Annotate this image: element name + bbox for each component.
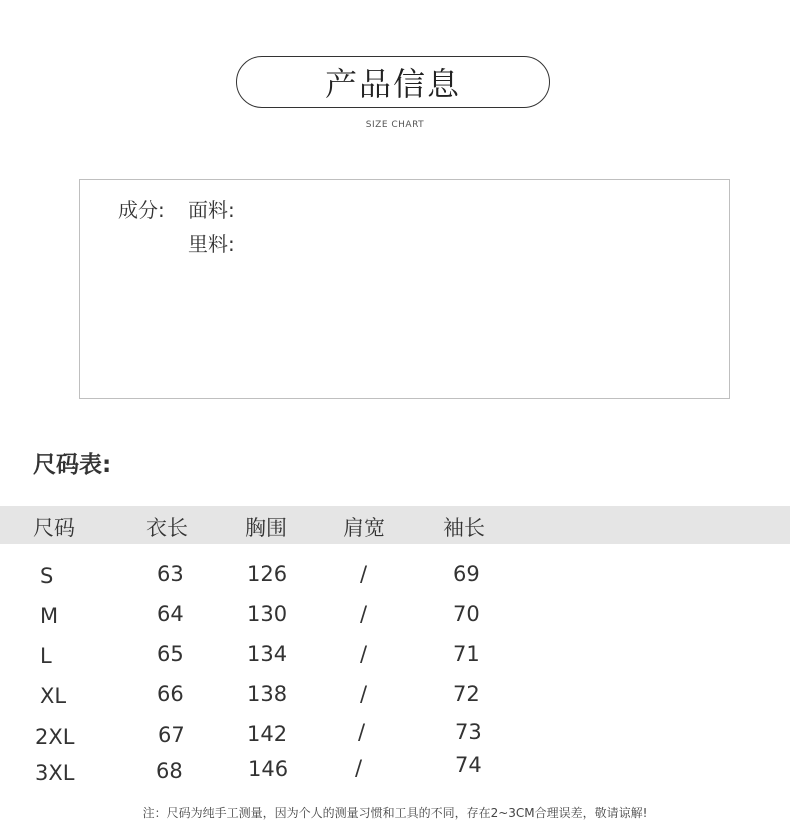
header-sleeve: 袖长 (443, 516, 485, 540)
cell-shoulder: / (360, 642, 368, 666)
cell-size: L (40, 644, 52, 668)
cell-shoulder: / (358, 720, 366, 744)
measurement-note: 注：尺码为纯手工测量，因为个人的测量习惯和工具的不同，存在2~3CM合理误差，敬请谅解! (142, 806, 648, 820)
cell-length: 67 (158, 723, 185, 747)
cell-chest: 126 (247, 562, 288, 586)
cell-size: S (40, 564, 54, 588)
cell-length: 63 (157, 562, 184, 586)
header-chest: 胸围 (245, 516, 287, 540)
cell-chest: 134 (247, 642, 288, 666)
fabric-label: 面料: (188, 198, 235, 222)
header-shoulder: 肩宽 (343, 516, 385, 540)
cell-size: 3XL (35, 761, 75, 785)
composition-label: 成分: (118, 198, 165, 222)
cell-sleeve: 71 (453, 642, 480, 666)
cell-chest: 146 (248, 757, 289, 781)
cell-sleeve: 72 (453, 682, 480, 706)
cell-chest: 138 (247, 682, 288, 706)
cell-chest: 142 (247, 722, 288, 746)
cell-length: 64 (157, 602, 184, 626)
cell-size: 2XL (35, 725, 75, 749)
cell-length: 68 (156, 759, 183, 783)
title-pill (236, 56, 550, 108)
cell-size: XL (40, 684, 67, 708)
lining-label: 里料: (188, 232, 235, 256)
size-table-header (0, 506, 790, 544)
cell-sleeve: 74 (455, 753, 482, 777)
cell-shoulder: / (360, 682, 368, 706)
header-length: 衣长 (146, 516, 188, 540)
cell-chest: 130 (247, 602, 288, 626)
page-title: 产品信息 (324, 65, 461, 103)
page-subtitle: SIZE CHART (365, 120, 425, 130)
header-size: 尺码 (33, 516, 75, 540)
cell-length: 66 (157, 682, 184, 706)
size-table-heading: 尺码表: (33, 452, 112, 478)
composition-box (79, 179, 730, 399)
cell-sleeve: 70 (453, 602, 480, 626)
cell-shoulder: / (355, 756, 363, 780)
cell-shoulder: / (360, 562, 368, 586)
cell-shoulder: / (360, 602, 368, 626)
cell-sleeve: 69 (453, 562, 480, 586)
cell-sleeve: 73 (455, 720, 482, 744)
cell-length: 65 (157, 642, 184, 666)
cell-size: M (40, 604, 59, 628)
